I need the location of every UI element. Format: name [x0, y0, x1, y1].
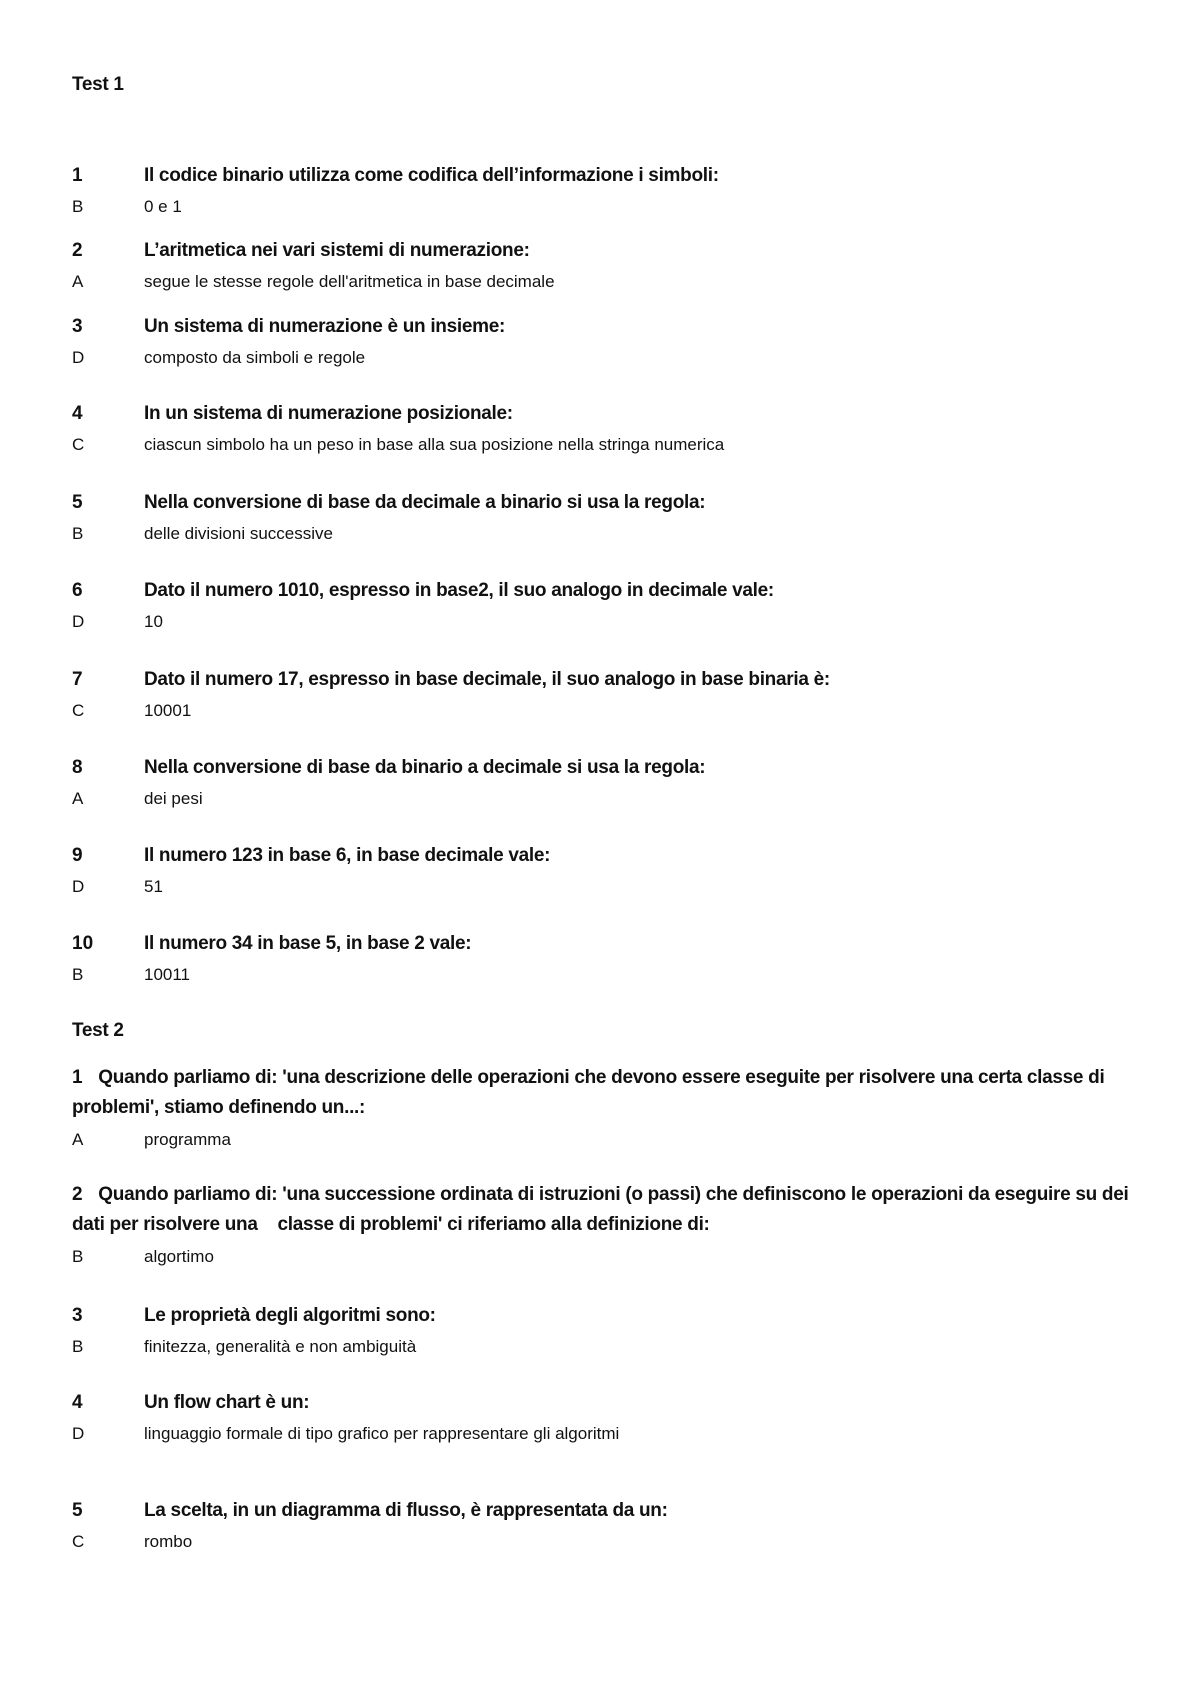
t1-q5-answer-letter: B: [72, 524, 84, 543]
t2-q2-answer-letter: B: [72, 1247, 84, 1266]
t1-q9-text: Il numero 123 in base 6, in base decimale vale:: [144, 845, 551, 866]
t2-q5-number: 5: [72, 1500, 83, 1521]
t1-q10-text: Il numero 34 in base 5, in base 2 vale:: [144, 933, 472, 954]
t1-q8-answer-letter: A: [72, 789, 84, 808]
t1-q1-text: Il codice binario utilizza come codifica dell’informazione i simboli:: [144, 165, 719, 186]
t1-q7-answer-letter: C: [72, 701, 85, 720]
t1-q4-number: 4: [72, 403, 83, 424]
t1-q5-number: 5: [72, 492, 83, 513]
test-1-title: Test 1: [72, 74, 124, 95]
t1-q2-answer: segue le stesse regole dell'aritmetica in base decimale: [144, 272, 555, 291]
t1-q8-answer: dei pesi: [144, 789, 203, 808]
t2-q1-text: Quando parliamo di: 'una descrizione delle operazioni che devono essere eseguite per risolvere una certa classe di problemi', stiamo definendo un...:: [72, 1067, 1105, 1118]
t1-q4-answer-letter: C: [72, 435, 85, 454]
t2-q5-text: La scelta, in un diagramma di flusso, è rappresentata da un:: [144, 1500, 668, 1521]
t1-q2-text: L’aritmetica nei vari sistemi di numerazione:: [144, 240, 530, 261]
t2-q3-answer-letter: B: [72, 1337, 84, 1356]
t2-q3-number: 3: [72, 1305, 83, 1326]
t2-q1-answer-letter: A: [72, 1130, 84, 1149]
t1-q3-number: 3: [72, 316, 83, 337]
t1-q2-answer-letter: A: [72, 272, 84, 291]
t1-q6-answer-letter: D: [72, 612, 85, 631]
t1-q3-text: Un sistema di numerazione è un insieme:: [144, 316, 506, 337]
t1-q3-answer: composto da simboli e regole: [144, 348, 366, 367]
t2-q4-number: 4: [72, 1392, 83, 1413]
t1-q5-answer: delle divisioni successive: [144, 524, 333, 543]
t2-q1-text-block: [72, 1063, 1142, 1123]
t1-q10-answer-letter: B: [72, 965, 84, 984]
t2-q4-text: Un flow chart è un:: [144, 1392, 310, 1413]
t2-q4-answer-letter: D: [72, 1424, 85, 1443]
t1-q1-answer: 0 e 1: [144, 197, 182, 216]
t2-q5-answer: rombo: [144, 1532, 193, 1551]
t1-q2-number: 2: [72, 240, 83, 261]
t1-q8-text: Nella conversione di base da binario a decimale si usa la regola:: [144, 757, 706, 778]
t2-q3-text: Le proprietà degli algoritmi sono:: [144, 1305, 436, 1326]
t1-q4-text: In un sistema di numerazione posizionale:: [144, 403, 513, 424]
t1-q1-number: 1: [72, 165, 83, 186]
t1-q6-text: Dato il numero 1010, espresso in base2, il suo analogo in decimale vale:: [144, 580, 774, 601]
t2-q2-text-block: [72, 1180, 1142, 1240]
t1-q6-number: 6: [72, 580, 83, 601]
t2-q3-answer: finitezza, generalità e non ambiguità: [144, 1337, 417, 1356]
t2-q1-number: 1: [72, 1067, 83, 1088]
t1-q7-answer: 10001: [144, 701, 192, 720]
t1-q10-number: 10: [72, 933, 94, 954]
t1-q5-text: Nella conversione di base da decimale a binario si usa la regola:: [144, 492, 706, 513]
t2-q1-answer: programma: [144, 1130, 231, 1149]
test-2-title: Test 2: [72, 1020, 124, 1041]
t2-q4-answer: linguaggio formale di tipo grafico per rappresentare gli algoritmi: [144, 1424, 620, 1443]
t1-q8-number: 8: [72, 757, 83, 778]
t1-q4-answer: ciascun simbolo ha un peso in base alla sua posizione nella stringa numerica: [144, 435, 725, 454]
t2-q2-number: 2: [72, 1184, 83, 1205]
t1-q6-answer: 10: [144, 612, 163, 631]
t1-q9-number: 9: [72, 845, 83, 866]
t1-q7-text: Dato il numero 17, espresso in base decimale, il suo analogo in base binaria è:: [144, 669, 830, 690]
t1-q9-answer-letter: D: [72, 877, 85, 896]
t2-q5-answer-letter: C: [72, 1532, 85, 1551]
t1-q1-answer-letter: B: [72, 197, 84, 216]
t2-q2-answer: algortimo: [144, 1247, 214, 1266]
t1-q7-number: 7: [72, 669, 83, 690]
t1-q10-answer: 10011: [144, 965, 191, 984]
t2-q2-text: Quando parliamo di: 'una successione ordinata di istruzioni (o passi) che definiscono le operazioni da eseguire su dei dati per risolvere una classe di problemi' ci riferiamo alla definizione di:: [72, 1184, 1134, 1235]
t1-q3-answer-letter: D: [72, 348, 85, 367]
t1-q9-answer: 51: [144, 877, 163, 896]
